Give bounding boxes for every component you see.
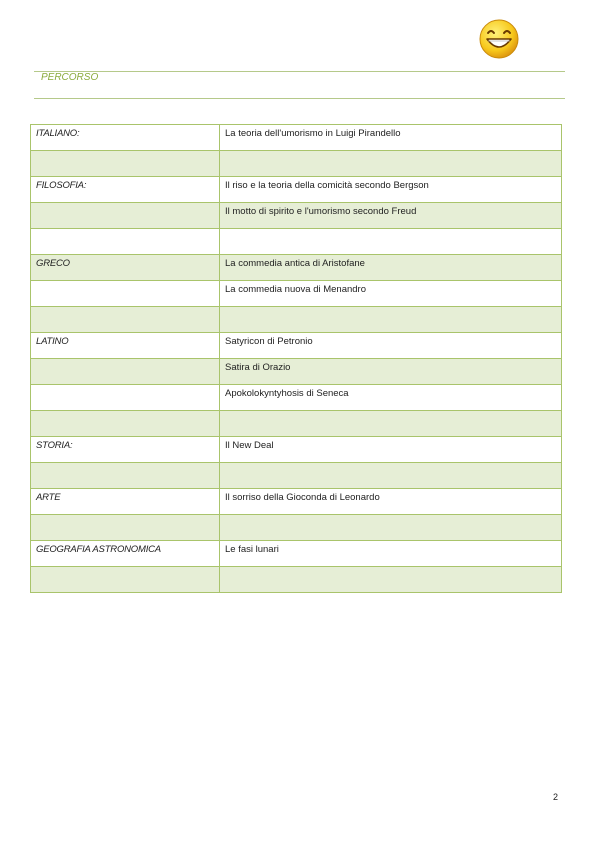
subject-cell (31, 151, 220, 177)
topic-cell-text: Satira di Orazio (225, 362, 291, 373)
topic-cell (220, 255, 562, 281)
topic-cell-text: Satyricon di Petronio (225, 336, 313, 347)
topic-cell (220, 281, 562, 307)
table-row (31, 567, 562, 593)
topic-cell (220, 307, 562, 333)
subject-cell-text: GRECO (36, 258, 70, 269)
subject-cell-text (36, 359, 219, 363)
subject-cell-text: LATINO (36, 336, 69, 347)
page-number: 2 (553, 792, 559, 802)
topic-cell (220, 385, 562, 411)
topic-cell-text: La commedia antica di Aristofane (225, 258, 365, 269)
table-row (31, 203, 562, 229)
topic-cell (220, 177, 562, 203)
subject-cell (31, 463, 220, 489)
subject-cell-text (36, 151, 219, 155)
table-row (31, 411, 562, 437)
topic-cell-text: Il motto di spirito e l'umorismo secondo Freud (225, 206, 417, 217)
topic-cell-text: Le fasi lunari (225, 544, 279, 555)
subject-cell (31, 333, 220, 359)
table-row (31, 229, 562, 255)
table-row (31, 489, 562, 515)
subject-cell (31, 307, 220, 333)
topic-cell-text: La teoria dell'umorismo in Luigi Pirandello (225, 128, 401, 139)
topic-cell-text (225, 307, 561, 311)
subject-cell-text: ARTE (36, 492, 61, 503)
subject-cell (31, 515, 220, 541)
topic-cell (220, 437, 562, 463)
table-row (31, 151, 562, 177)
subject-cell (31, 229, 220, 255)
subject-cell-text (36, 385, 219, 389)
subject-cell-text (36, 229, 219, 233)
subject-cell (31, 359, 220, 385)
subject-cell-text (36, 203, 219, 207)
subject-cell (31, 203, 220, 229)
subject-cell (31, 385, 220, 411)
table-row (31, 437, 562, 463)
topic-cell (220, 411, 562, 437)
topic-cell (220, 515, 562, 541)
topic-cell (220, 463, 562, 489)
topic-cell (220, 333, 562, 359)
topic-cell-text (225, 463, 561, 467)
table-row (31, 281, 562, 307)
table-row (31, 125, 562, 151)
topic-cell-text (225, 151, 561, 155)
table-row (31, 385, 562, 411)
topic-cell-text: Il riso e la teoria della comicità secondo Bergson (225, 180, 429, 191)
topic-cell (220, 125, 562, 151)
topic-cell (220, 567, 562, 593)
topic-cell (220, 541, 562, 567)
subject-cell (31, 125, 220, 151)
table-row (31, 359, 562, 385)
subject-cell (31, 489, 220, 515)
subject-cell (31, 541, 220, 567)
topic-cell-text: La commedia nuova di Menandro (225, 284, 367, 295)
table-row (31, 307, 562, 333)
header-rule-top (34, 71, 565, 72)
topic-cell-text (225, 515, 561, 519)
table-row (31, 177, 562, 203)
table-row (31, 463, 562, 489)
subject-cell-text (36, 411, 219, 415)
topic-cell (220, 203, 562, 229)
subject-cell-text (36, 281, 219, 285)
topic-cell-text: Il sorriso della Gioconda di Leonardo (225, 492, 380, 503)
subject-cell (31, 567, 220, 593)
subject-cell-text (36, 567, 219, 571)
topic-cell (220, 359, 562, 385)
subject-cell-text: GEOGRAFIA ASTRONOMICA (36, 544, 161, 555)
subject-cell-text: ITALIANO: (36, 128, 80, 139)
topic-cell-text: Apokolokyntyhosis di Seneca (225, 388, 349, 399)
table-row (31, 541, 562, 567)
subject-cell-text: STORIA: (36, 440, 73, 451)
subject-cell (31, 411, 220, 437)
table-row (31, 333, 562, 359)
subject-cell (31, 255, 220, 281)
topic-cell (220, 489, 562, 515)
topic-cell-text: Il New Deal (225, 440, 274, 451)
subject-cell-text (36, 463, 219, 467)
subject-cell (31, 281, 220, 307)
subject-cell-text (36, 307, 219, 311)
topic-cell-text (225, 567, 561, 571)
subject-cell (31, 437, 220, 463)
subject-cell (31, 177, 220, 203)
topic-cell-text (225, 411, 561, 415)
subject-cell-text (36, 515, 219, 519)
header-rule-bottom (34, 98, 565, 99)
topic-cell-text (225, 229, 561, 233)
table-row (31, 255, 562, 281)
topic-cell (220, 151, 562, 177)
subject-cell-text: FILOSOFIA: (36, 180, 87, 191)
curriculum-table (30, 124, 562, 593)
laughing-face-icon (478, 18, 520, 60)
table-row (31, 515, 562, 541)
page-title: PERCORSO (41, 72, 99, 83)
topic-cell (220, 229, 562, 255)
